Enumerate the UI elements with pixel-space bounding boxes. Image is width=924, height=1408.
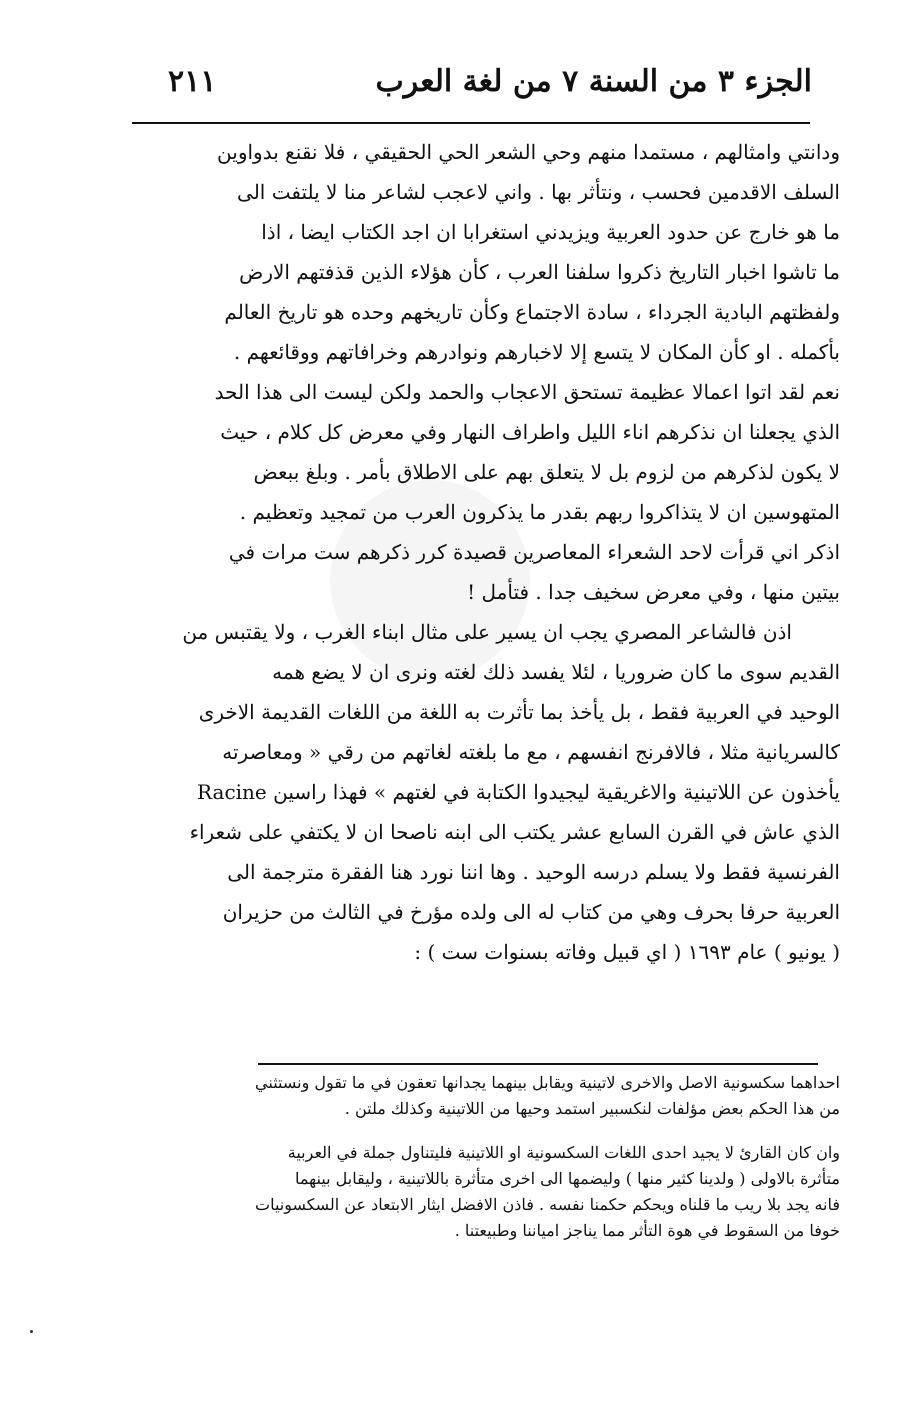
text-line: الذي يجعلنا ان نذكرهم اناء الليل واطراف النهار وفي معرض كل كلام ، حيث xyxy=(220,420,840,444)
page-header xyxy=(132,58,812,120)
footnote-line: احداهما سكسونية الاصل والاخرى لاتينية ويقابل بينهما يجدانها تعقون في ما تقول ونستثني xyxy=(255,1073,840,1092)
footnote-divider xyxy=(258,1063,818,1065)
text-line: المتهوسين ان لا يتذاكروا ربهم بقدر ما يذكرون العرب من تمجيد وتعظيم . xyxy=(239,500,840,524)
text-line: يأخذون عن اللاتينية والاغريقية ليجيدوا الكتابة في لغتهم » فهذا راسين Racine xyxy=(197,780,840,804)
text-line: الذي عاش في القرن السابع عشر يكتب الى ابنه ناصحا ان لا يكتفي على شعراء xyxy=(189,820,840,844)
running-title: الجزء ٣ من السنة ٧ من لغة العرب xyxy=(375,64,812,99)
text-line: القديم سوى ما كان ضروريا ، لئلا يفسد ذلك لغته ونرى ان لا يضع همه xyxy=(272,660,840,684)
text-line: اذكر اني قرأت لاحد الشعراء المعاصرين قصيدة كرر ذكرهم ست مرات في xyxy=(228,540,840,564)
header-divider xyxy=(132,122,810,124)
text-line: ( يونيو ) عام ١٦٩٣ ( اي قبيل وفاته بسنوات ست ) : xyxy=(414,940,840,964)
footnote-line: متأثرة بالاولى ( ولدينا كثير منها ) وليضمها الى اخرى متأثرة باللاتينية ، وليقابل بينهما xyxy=(294,1169,840,1188)
text-line: الوحيد في العربية فقط ، بل يأخذ بما تأثرت به اللغة من اللغات القديمة الاخرى xyxy=(198,700,840,724)
footnote-line: خوفا من السقوط في هوة التأثر مما يناجز امياننا وطبيعتنا . xyxy=(454,1221,840,1240)
text-line: لا يكون لذكرهم من لزوم بل لا يتعلق بهم على الاطلاق بأمر . وبلغ ببعض xyxy=(253,460,840,484)
paragraph-start-line: اذن فالشاعر المصري يجب ان يسير على مثال ابناء الغرب ، ولا يقتبس من xyxy=(182,620,792,644)
text-line: السلف الاقدمين فحسب ، ونتأثر بها . واني لاعجب لشاعر منا لا يلتفت الى xyxy=(237,180,840,204)
footnote-spacer xyxy=(140,1122,840,1140)
text-line: ودانتي وامثالهم ، مستمدا منهم وحي الشعر الحي الحقيقي ، فلا نقنع بدواوين xyxy=(217,140,840,164)
margin-speck xyxy=(30,1330,33,1333)
text-line: كالسريانية مثلا ، فالافرنج انفسهم ، مع ما بلغته لغاتهم من رقي « ومعاصرته xyxy=(222,740,840,764)
footnotes xyxy=(140,1070,840,1244)
text-line: ما هو خارج عن حدود العربية ويزيدني استغرابا ان اجد الكتاب ايضا ، اذا xyxy=(261,220,840,244)
page-number: ٢١١ xyxy=(168,64,217,99)
text-line: الفرنسية فقط ولا يسلم درسه الوحيد . وها اننا نورد هنا الفقرة مترجمة الى xyxy=(227,860,840,884)
text-line: ما تاشوا اخبار التاريخ ذكروا سلفنا العرب ، كأن هؤلاء الذين قذفتهم الارض xyxy=(239,260,840,284)
text-line: بيتين منها ، وفي معرض سخيف جدا . فتأمل ! xyxy=(467,580,840,604)
footnote-line: وان كان القارئ لا يجيد احدى اللغات السكسونية او اللاتينية فليتناول جملة في العربية xyxy=(287,1143,840,1162)
footnote-line: فانه يجد بلا ريب ما قلناه ويحكم حكمنا نفسه . فاذن الافضل ايثار الابتعاد عن السكسونيات xyxy=(255,1195,840,1214)
text-line: نعم لقد اتوا اعمالا عظيمة تستحق الاعجاب والحمد ولكن ليست الى هذا الحد xyxy=(214,380,840,404)
main-text xyxy=(140,132,840,972)
text-line: ولفظتهم البادية الجرداء ، سادة الاجتماع وكأن تاريخهم وحده هو تاريخ العالم xyxy=(224,300,840,324)
text-line: العربية حرفا بحرف وهي من كتاب له الى ولده مؤرخ في الثالث من حزيران xyxy=(222,900,840,924)
text-line: بأكمله . او كأن المكان لا يتسع إلا لاخبارهم ونوادرهم وخرافاتهم ووقائعهم . xyxy=(233,340,840,364)
footnote-line: من هذا الحكم بعض مؤلفات لنكسبير استمد وحيها من اللاتينية وكذلك ملتن . xyxy=(344,1099,840,1118)
